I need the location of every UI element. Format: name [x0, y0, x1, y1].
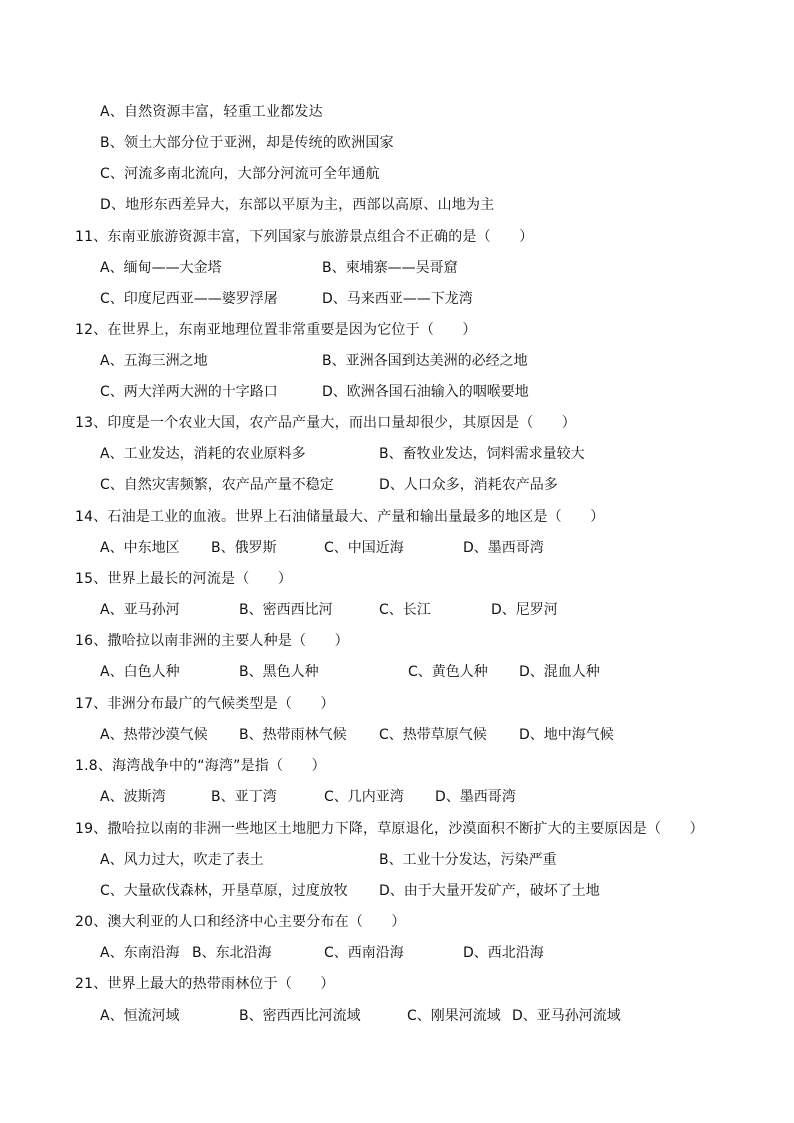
- q20-stem: 20、澳大利亚的人口和经济中心主要分布在（ ）: [75, 914, 406, 930]
- q13-option-a: A、工业发达，消耗的农业原料多: [100, 446, 306, 462]
- q18-option-c: C、几内亚湾: [324, 789, 404, 805]
- q12-option-d: D、欧洲各国石油输入的咽喉要地: [322, 384, 529, 400]
- q13-option-c: C、自然灾害频繁，农产品产量不稳定: [100, 477, 334, 493]
- q20-option-a: A、东南沿海: [100, 945, 180, 961]
- q14-options-row: [100, 537, 780, 559]
- q14-option-b: B、俄罗斯: [211, 540, 277, 556]
- q21-option-b: B、密西西比河流域: [239, 1008, 361, 1024]
- q19-option-d: D、由于大量开发矿产，破坏了土地: [379, 883, 600, 899]
- q15-option-a: A、亚马孙河: [100, 602, 180, 618]
- q11-stem: 11、东南亚旅游资源丰富，下列国家与旅游景点组合不正确的是（ ）: [75, 229, 534, 245]
- q13-options-row1: [100, 443, 780, 465]
- q15-stem: 15、世界上最长的河流是（ ）: [75, 571, 293, 587]
- q21-stem: 21、世界上最大的热带雨林位于（ ）: [75, 976, 335, 992]
- q21-option-a: A、恒流河域: [100, 1008, 180, 1024]
- q10-option-a: A、自然资源丰富，轻重工业都发达: [100, 104, 323, 120]
- q12-stem: 12、在世界上，东南亚地理位置非常重要是因为它位于（ ）: [75, 322, 477, 338]
- q16-options-row: [100, 661, 780, 683]
- q13-stem: 13、印度是一个农业大国，农产品产量大，而出口量却很少，其原因是（ ）: [75, 415, 577, 431]
- q16-stem: 16、撒哈拉以南非洲的主要人种是（ ）: [75, 633, 349, 649]
- q18-option-a: A、波斯湾: [100, 789, 166, 805]
- q15-option-d: D、尼罗河: [491, 602, 558, 618]
- q18-stem: 1.8、海湾战争中的“海湾”是指（ ）: [75, 758, 326, 774]
- q18-options-row: [100, 786, 780, 808]
- q10-option-b: B、领土大部分位于亚洲，却是传统的欧洲国家: [100, 135, 394, 151]
- q14-option-d: D、墨西哥湾: [463, 540, 544, 556]
- q17-option-c: C、热带草原气候: [379, 727, 487, 743]
- q19-stem: 19、撒哈拉以南的非洲一些地区土地肥力下降，草原退化，沙漠面积不断扩大的主要原因是（ ）: [75, 821, 704, 837]
- q13-option-d: D、人口众多，消耗农产品多: [379, 477, 558, 493]
- q15-options-row: [100, 599, 780, 621]
- q21-option-c: C、刚果河流域: [407, 1008, 501, 1024]
- q10-option-c: C、河流多南北流向，大部分河流可全年通航: [100, 166, 380, 182]
- q19-option-a: A、风力过大，吹走了表土: [100, 852, 264, 868]
- q11-option-a: A、缅甸——大金塔: [100, 260, 222, 276]
- q12-option-b: B、亚洲各国到达美洲的必经之地: [322, 353, 528, 369]
- q13-option-b: B、畜牧业发达，饲料需求量较大: [379, 446, 585, 462]
- q10-option-d: D、地形东西差异大，东部以平原为主，西部以高原、山地为主: [100, 197, 495, 213]
- q20-option-d: D、西北沿海: [463, 945, 544, 961]
- q19-option-b: B、工业十分发达，污染严重: [379, 852, 557, 868]
- q17-stem: 17、非洲分布最广的气候类型是（ ）: [75, 696, 335, 712]
- q18-option-b: B、亚丁湾: [211, 789, 277, 805]
- q18-option-d: D、墨西哥湾: [435, 789, 516, 805]
- q12-options-row2: [100, 381, 780, 403]
- q13-options-row2: [100, 474, 780, 496]
- q11-options-row2: [100, 288, 780, 310]
- q21-options-row: [100, 1005, 780, 1027]
- q17-options-row: [100, 724, 780, 746]
- q20-option-b: B、东北沿海: [192, 945, 272, 961]
- q12-options-row1: [100, 350, 780, 372]
- q15-option-c: C、长江: [379, 602, 431, 618]
- q12-option-c: C、两大洋两大洲的十字路口: [100, 384, 278, 400]
- q11-option-d: D、马来西亚——下龙湾: [322, 291, 473, 307]
- q11-option-c: C、印度尼西亚——婆罗浮屠: [100, 291, 278, 307]
- q17-option-a: A、热带沙漠气候: [100, 727, 208, 743]
- q16-option-b: B、黑色人种: [239, 664, 319, 680]
- q20-options-row: [100, 942, 780, 964]
- q15-option-b: B、密西西比河: [239, 602, 333, 618]
- q12-option-a: A、五海三洲之地: [100, 353, 208, 369]
- q21-option-d: D、亚马孙河流域: [512, 1008, 621, 1024]
- q19-options-row1: [100, 849, 780, 871]
- q14-option-c: C、中国近海: [324, 540, 404, 556]
- q16-option-c: C、黄色人种: [408, 664, 488, 680]
- q14-option-a: A、中东地区: [100, 540, 180, 556]
- q11-option-b: B、柬埔寨——吴哥窟: [322, 260, 458, 276]
- q19-option-c: C、大量砍伐森林，开垦草原，过度放牧: [100, 883, 348, 899]
- q20-option-c: C、西南沿海: [324, 945, 404, 961]
- q16-option-a: A、白色人种: [100, 664, 180, 680]
- q11-options-row1: [100, 257, 780, 279]
- q19-options-row2: [100, 880, 780, 902]
- q17-option-b: B、热带雨林气候: [239, 727, 347, 743]
- q14-stem: 14、石油是工业的血液。世界上石油储量最大、产量和输出量最多的地区是（ ）: [75, 509, 605, 525]
- q17-option-d: D、地中海气候: [519, 727, 614, 743]
- q16-option-d: D、混血人种: [519, 664, 600, 680]
